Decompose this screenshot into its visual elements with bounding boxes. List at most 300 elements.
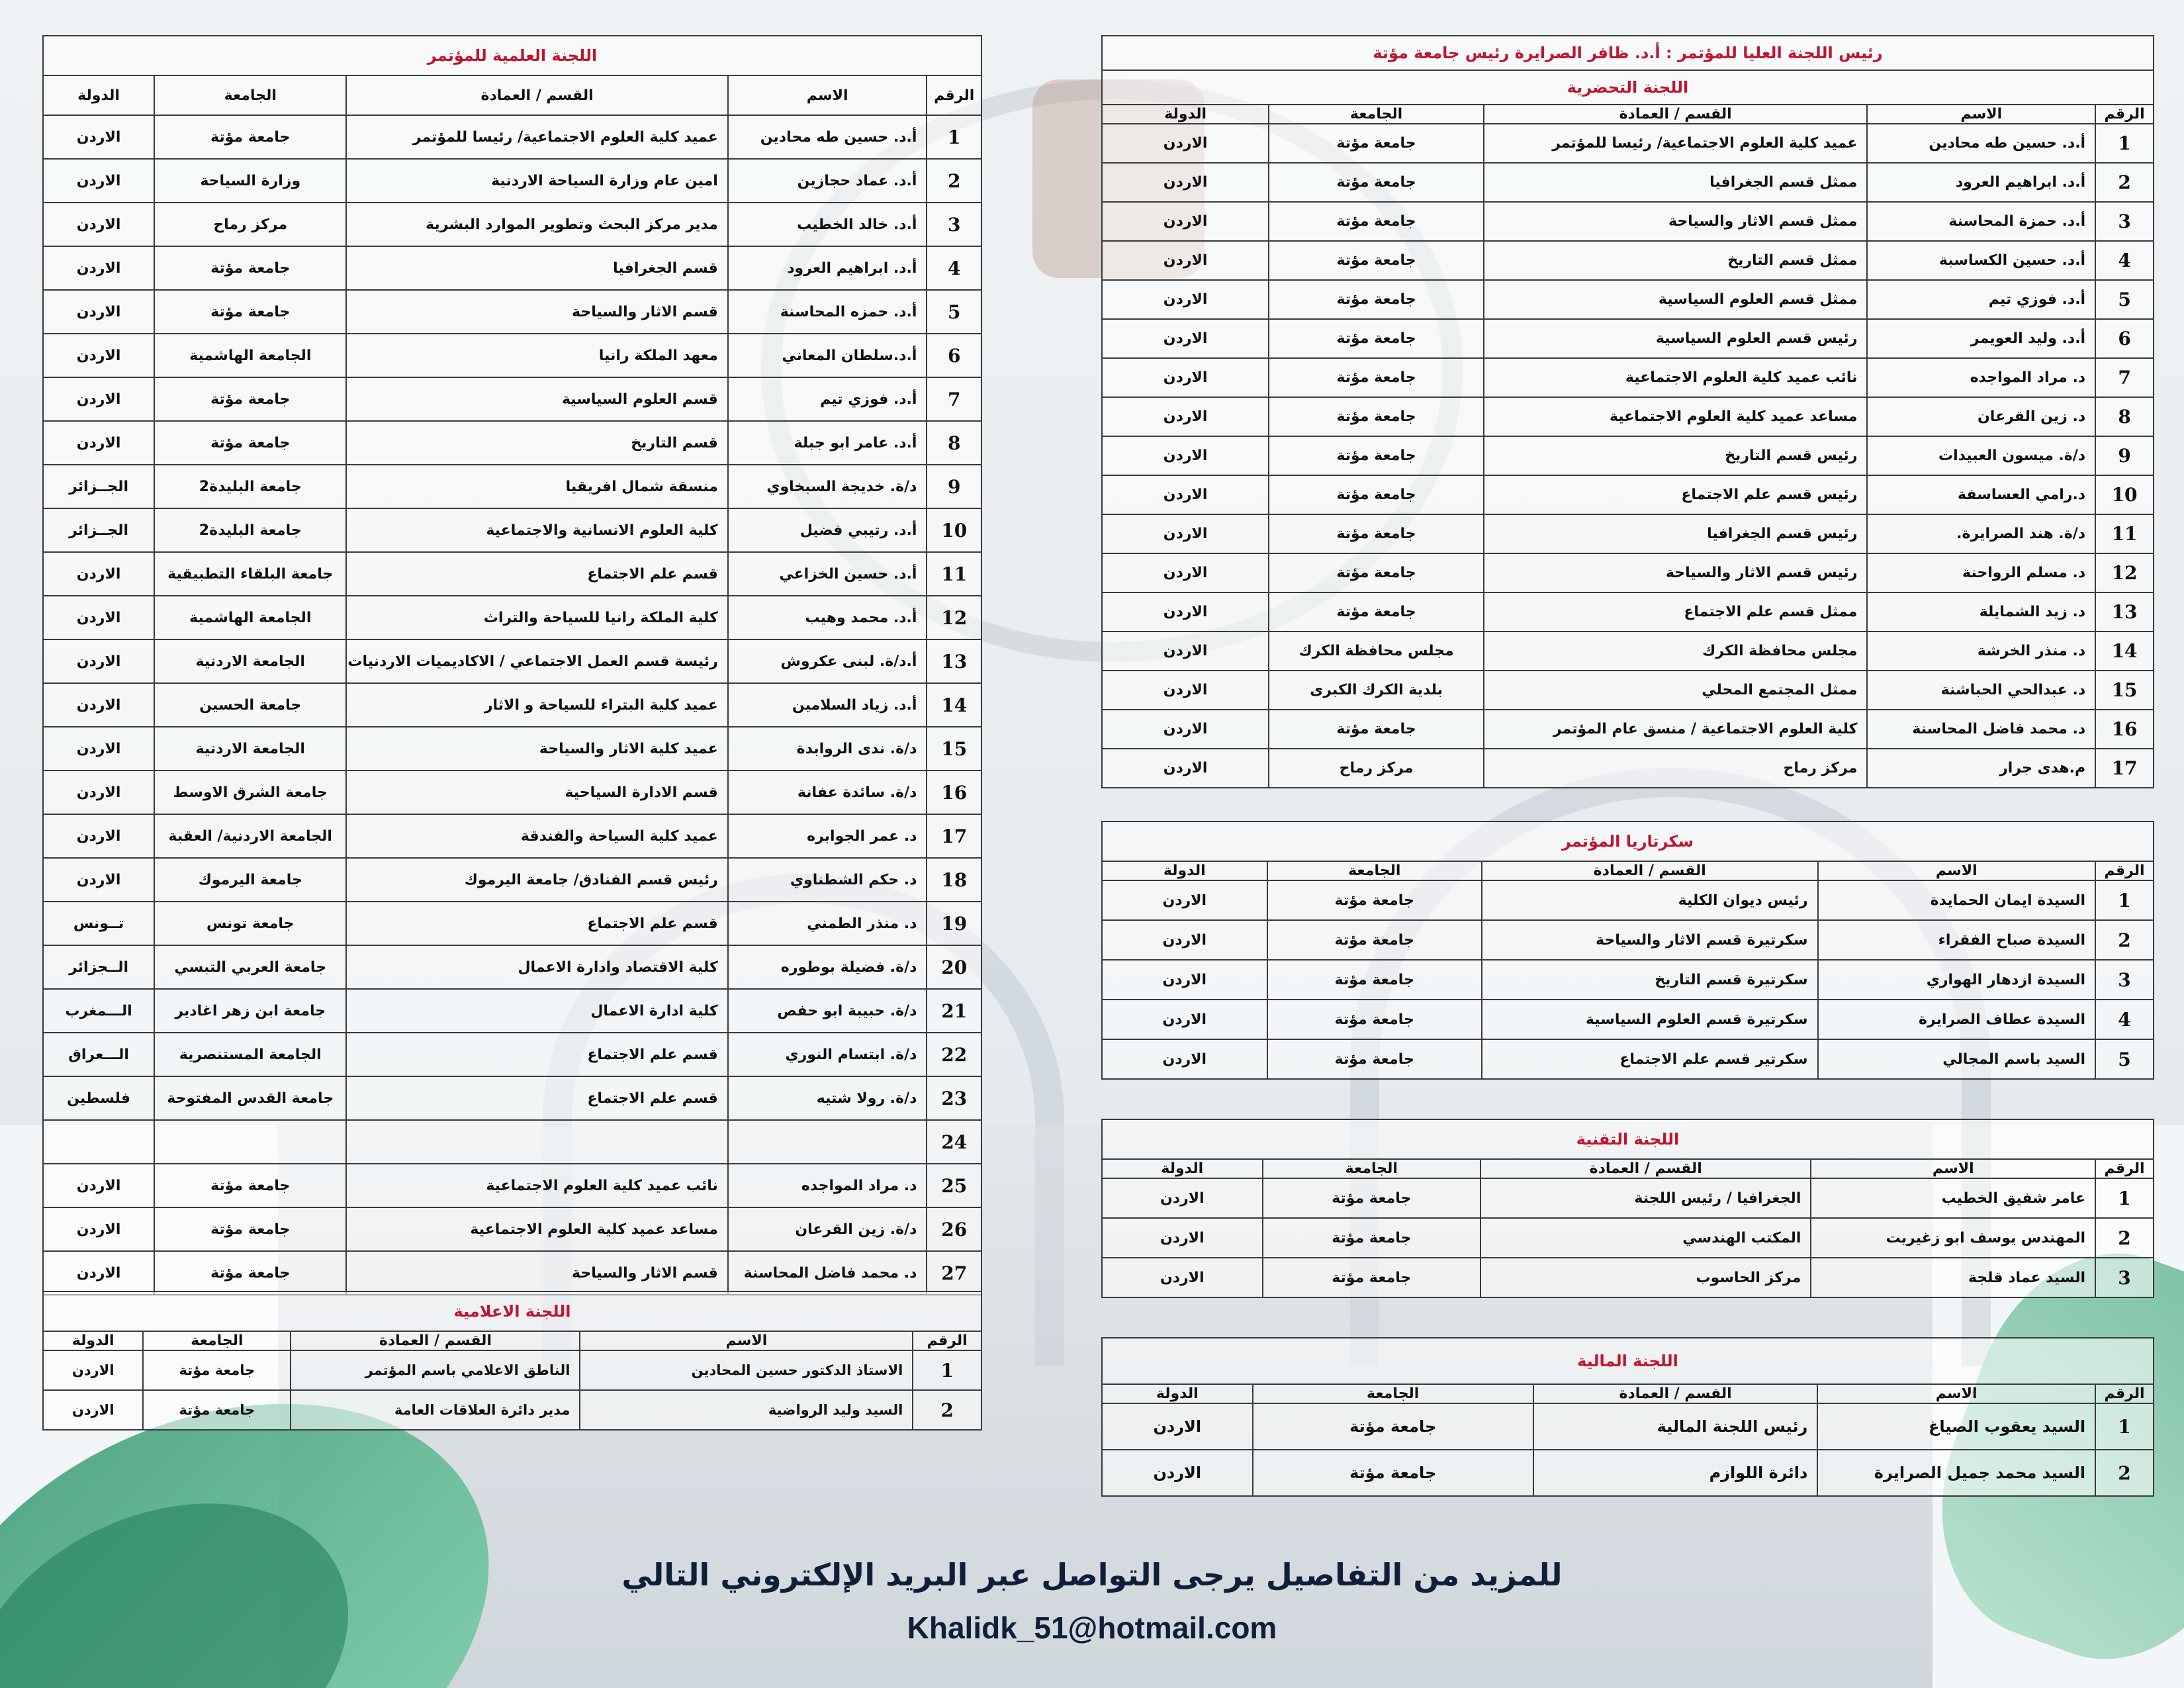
row-number: 1	[2095, 124, 2154, 163]
row-number: 26	[927, 1207, 981, 1251]
header-dept: القسم / العمادة	[1480, 1159, 1811, 1178]
member-university: جامعة تونس	[154, 902, 346, 945]
member-university: جامعة البلقاء التطبيقية	[154, 552, 346, 596]
member-department: عميد كلية الاثار والسياحة	[346, 727, 727, 771]
member-university: بلدية الكرك الكبرى	[1269, 671, 1484, 710]
member-country: الاردن	[1102, 1218, 1263, 1258]
table-row	[43, 246, 981, 290]
member-department: منسقة شمال افريقيا	[346, 465, 727, 508]
member-name: السيدة ايمان الحمايدة	[1818, 880, 2096, 920]
table-row	[1102, 553, 2154, 592]
member-name: السيد محمد جميل الصرايرة	[1817, 1450, 2095, 1496]
table-row	[1102, 1178, 2154, 1218]
preparatory-committee-table	[1101, 35, 2154, 788]
member-name: د/ة. ميسون العبيدات	[1867, 436, 2095, 475]
member-country: الاردن	[1102, 960, 1267, 1000]
table-row	[43, 334, 981, 377]
member-country: الاردن	[43, 290, 154, 334]
header-name: الاسم	[1811, 1159, 2095, 1178]
member-country: الجــزائر	[43, 465, 154, 508]
member-department: رئيس قسم الجغرافيا	[1484, 514, 1868, 553]
member-department: قسم علم الاجتماع	[346, 1033, 727, 1076]
member-department: رئيس قسم علم الاجتماع	[1484, 475, 1868, 514]
member-university: جامعة مؤتة	[1267, 880, 1482, 920]
member-country: الاردن	[43, 115, 154, 159]
member-country: الاردن	[1102, 920, 1267, 960]
member-university: جامعة مؤتة	[1269, 475, 1484, 514]
row-number: 21	[927, 989, 981, 1033]
member-name: السيد وليد الرواضية	[580, 1390, 913, 1430]
row-number: 11	[927, 552, 981, 596]
member-university: جامعة مؤتة	[1269, 358, 1484, 397]
member-name: د. زين القرعان	[1867, 397, 2095, 436]
member-university: جامعة مؤتة	[1269, 319, 1484, 358]
member-department: رئيس قسم العلوم السياسية	[1484, 319, 1868, 358]
member-name: د. حكم الشطناوي	[728, 858, 927, 902]
member-name: أ.د. حسين طه محادين	[1867, 124, 2095, 163]
member-country: الاردن	[1102, 475, 1269, 514]
member-name: السيد يعقوب الصياغ	[1817, 1403, 2095, 1450]
member-university: جامعة مؤتة	[1267, 1039, 1482, 1079]
member-department: مساعد عميد كلية العلوم الاجتماعية	[346, 1207, 727, 1251]
table-row	[43, 508, 981, 552]
member-name: أ.د. عماد حجازين	[728, 159, 927, 203]
row-number: 4	[927, 246, 981, 290]
member-country: الاردن	[43, 1390, 143, 1430]
row-number: 1	[927, 115, 981, 159]
member-university: جامعة مؤتة	[154, 115, 346, 159]
table-row	[43, 945, 981, 989]
member-name: أ.د. فوزي تيم	[728, 377, 927, 421]
member-university: جامعة مؤتة	[154, 421, 346, 465]
member-university: جامعة مؤتة	[143, 1350, 291, 1390]
table-row	[43, 814, 981, 858]
member-department: نائب عميد كلية العلوم الاجتماعية	[1484, 358, 1868, 397]
table-row	[1102, 436, 2154, 475]
member-department: عميد كلية العلوم الاجتماعية/ رئيسا للمؤتمر	[1484, 124, 1868, 163]
contact-instruction: للمزيد من التفاصيل يرجى التواصل عبر البريد الإلكتروني التالي	[621, 1557, 1563, 1593]
member-department: ممثل قسم الاثار والسياحة	[1484, 202, 1868, 241]
table-row	[43, 552, 981, 596]
member-country: الاردن	[43, 683, 154, 727]
member-country	[43, 1120, 154, 1164]
member-country: الاردن	[43, 639, 154, 683]
member-country: الاردن	[43, 334, 154, 377]
scientific-committee-title: اللجنة العلمية للمؤتمر	[43, 36, 981, 75]
header-dept: القسم / العمادة	[1482, 861, 1818, 880]
finance-committee-title: اللجنة المالية	[1102, 1338, 2154, 1384]
member-department: الناطق الاعلامي باسم المؤتمر	[291, 1350, 580, 1390]
header-university: الجامعة	[154, 75, 346, 115]
scientific-committee-table	[42, 35, 982, 1295]
member-department: مركز رماح	[1484, 749, 1868, 788]
member-university: الجامعة الاردنية	[154, 727, 346, 771]
member-university: جامعة مؤتة	[1263, 1218, 1480, 1258]
member-country: الاردن	[1102, 632, 1269, 671]
member-department: ممثل قسم التاريخ	[1484, 241, 1868, 280]
row-number: 2	[2095, 1450, 2154, 1496]
member-country: الاردن	[1102, 514, 1269, 553]
table-row	[43, 639, 981, 683]
header-name: الاسم	[1818, 861, 2096, 880]
row-number: 16	[927, 771, 981, 814]
member-name: د. محمد فاضل المحاسنة	[1867, 710, 2095, 749]
table-row	[43, 1164, 981, 1207]
member-department: قسم الاثار والسياحة	[346, 1251, 727, 1295]
secretariat-table	[1101, 821, 2154, 1080]
header-name: الاسم	[1817, 1384, 2095, 1403]
member-country: الاردن	[1102, 319, 1269, 358]
row-number: 3	[2095, 960, 2154, 1000]
row-number: 27	[927, 1251, 981, 1295]
header-country: الدولة	[43, 1331, 143, 1350]
row-number: 2	[2095, 163, 2154, 202]
member-name: د. محمد فاضل المحاسنة	[728, 1251, 927, 1295]
row-number: 13	[2095, 592, 2154, 632]
header-country: الدولة	[1102, 1384, 1253, 1403]
table-row	[1102, 880, 2154, 920]
header-university: الجامعة	[1269, 105, 1484, 124]
member-country: الاردن	[43, 1164, 154, 1207]
row-number: 5	[2095, 280, 2154, 319]
table-row	[43, 1120, 981, 1164]
header-name: الاسم	[1867, 105, 2095, 124]
row-number: 10	[927, 508, 981, 552]
row-number: 25	[927, 1164, 981, 1207]
member-department: دائرة اللوازم	[1533, 1450, 1817, 1496]
member-department: رئيس قسم التاريخ	[1484, 436, 1868, 475]
member-country: الاردن	[1102, 163, 1269, 202]
row-number: 2	[2095, 920, 2154, 960]
member-country: الاردن	[43, 421, 154, 465]
member-university: جامعة مؤتة	[1267, 960, 1482, 1000]
technical-committee-table	[1101, 1119, 2154, 1298]
member-country: الاردن	[1102, 241, 1269, 280]
member-university: جامعة الحسين	[154, 683, 346, 727]
table-row	[1102, 1450, 2154, 1496]
table-row	[43, 1076, 981, 1120]
member-department: قسم الادارة السياحية	[346, 771, 727, 814]
member-name: د/ة. حبيبة ابو حفص	[728, 989, 927, 1033]
member-university: جامعة مؤتة	[1269, 241, 1484, 280]
header-university: الجامعة	[1263, 1159, 1480, 1178]
row-number: 4	[2095, 241, 2154, 280]
member-name: د.رامي العساسفة	[1867, 475, 2095, 514]
member-university: جامعة الشرق الاوسط	[154, 771, 346, 814]
header-name: الاسم	[728, 75, 927, 115]
table-row	[43, 771, 981, 814]
member-university: جامعة العربي التبسي	[154, 945, 346, 989]
member-country: الاردن	[1102, 1258, 1263, 1297]
member-country: الاردن	[1102, 1403, 1253, 1450]
row-number: 22	[927, 1033, 981, 1076]
secretariat-title: سكرتاريا المؤتمر	[1102, 821, 2154, 861]
member-department: امين عام وزارة السياحة الاردنية	[346, 159, 727, 203]
member-department: قسم الاثار والسياحة	[346, 290, 727, 334]
media-committee-table	[42, 1291, 982, 1430]
member-department: ممثل المجتمع المحلي	[1484, 671, 1868, 710]
row-number: 2	[913, 1390, 981, 1430]
member-university: جامعة مؤتة	[1269, 163, 1484, 202]
table-row	[1102, 710, 2154, 749]
header-num: الرقم	[2095, 861, 2154, 880]
member-country: الاردن	[1102, 280, 1269, 319]
header-country: الدولة	[1102, 1159, 1263, 1178]
member-university: الجامعة المستنصرية	[154, 1033, 346, 1076]
member-country: الاردن	[43, 858, 154, 902]
member-country: الـــعراق	[43, 1033, 154, 1076]
conference-chair-title: رئيس اللجنة العليا للمؤتمر : أ.د. ظافر الصرايرة رئيس جامعة مؤتة	[1102, 36, 2154, 70]
table-row	[1102, 241, 2154, 280]
contact-email-link[interactable]: Khalidk_51@hotmail.com	[907, 1611, 1277, 1645]
member-name: أ.د. ابراهيم العرود	[728, 246, 927, 290]
table-row	[1102, 671, 2154, 710]
member-university	[154, 1120, 346, 1164]
member-country: الاردن	[43, 1251, 154, 1295]
row-number: 17	[927, 814, 981, 858]
member-country: الاردن	[43, 1207, 154, 1251]
table-row	[1102, 592, 2154, 632]
member-department: سكرتيرة قسم التاريخ	[1482, 960, 1818, 1000]
member-name: أ.د. حسين طه محادين	[728, 115, 927, 159]
row-number: 5	[927, 290, 981, 334]
table-row	[1102, 920, 2154, 960]
member-name: د/ة. رولا شتيه	[728, 1076, 927, 1120]
member-university: جامعة مؤتة	[154, 1251, 346, 1295]
member-country: الاردن	[1102, 397, 1269, 436]
table-row	[43, 377, 981, 421]
member-name: أ.د. وليد العويمر	[1867, 319, 2095, 358]
member-university: مجلس محافظة الكرك	[1269, 632, 1484, 671]
row-number: 14	[927, 683, 981, 727]
member-name: السيد باسم المجالي	[1818, 1039, 2096, 1079]
media-committee-title: اللجنة الاعلامية	[43, 1291, 981, 1331]
table-row	[1102, 1258, 2154, 1297]
member-country: الاردن	[1102, 202, 1269, 241]
row-number: 2	[927, 159, 981, 203]
member-country: الاردن	[1102, 1039, 1267, 1079]
header-num: الرقم	[913, 1331, 981, 1350]
preparatory-committee-title: اللجنة التحضرية	[1102, 70, 2154, 105]
member-department: سكرتيرة قسم العلوم السياسية	[1482, 1000, 1818, 1039]
member-country: الاردن	[43, 552, 154, 596]
member-department: مجلس محافظة الكرك	[1484, 632, 1868, 671]
header-country: الدولة	[1102, 861, 1267, 880]
member-country: الاردن	[1102, 553, 1269, 592]
member-country: الاردن	[1102, 880, 1267, 920]
member-university: الجامعة الهاشمية	[154, 334, 346, 377]
header-dept: القسم / العمادة	[346, 75, 727, 115]
table-row	[43, 596, 981, 639]
table-row	[1102, 319, 2154, 358]
header-university: الجامعة	[1253, 1384, 1533, 1403]
member-university: جامعة مؤتة	[143, 1390, 291, 1430]
table-row	[1102, 1403, 2154, 1450]
member-country: الاردن	[1102, 671, 1269, 710]
member-name: د. عبدالحي الحباشنة	[1867, 671, 2095, 710]
member-country: الاردن	[43, 159, 154, 203]
table-row	[43, 727, 981, 771]
member-department: كلية الملكة رانيا للسياحة والتراث	[346, 596, 727, 639]
table-row	[43, 1207, 981, 1251]
member-country: الاردن	[1102, 710, 1269, 749]
member-name: أ.د. محمد وهيب	[728, 596, 927, 639]
row-number: 2	[2095, 1218, 2154, 1258]
table-row	[43, 683, 981, 727]
row-number: 19	[927, 902, 981, 945]
member-country: الاردن	[43, 377, 154, 421]
member-department: رئيس قسم الاثار والسياحة	[1484, 553, 1868, 592]
member-department: مركز الحاسوب	[1480, 1258, 1811, 1297]
table-row	[43, 858, 981, 902]
technical-committee-title: اللجنة التقنية	[1102, 1119, 2154, 1159]
member-department: قسم التاريخ	[346, 421, 727, 465]
member-name: أ.د. رتيبي فضيل	[728, 508, 927, 552]
header-country: الدولة	[43, 75, 154, 115]
row-number: 10	[2095, 475, 2154, 514]
header-dept: القسم / العمادة	[1484, 105, 1868, 124]
header-university: الجامعة	[1267, 861, 1482, 880]
table-row	[1102, 163, 2154, 202]
table-row	[43, 203, 981, 246]
member-university: جامعة مؤتة	[154, 1207, 346, 1251]
member-name: د. منذر الخرشة	[1867, 632, 2095, 671]
member-name: أ.د/ة. لبنى عكروش	[728, 639, 927, 683]
row-number: 12	[927, 596, 981, 639]
table-row	[1102, 960, 2154, 1000]
member-university: جامعة مؤتة	[1269, 202, 1484, 241]
member-department: قسم الجغرافيا	[346, 246, 727, 290]
member-department	[346, 1120, 727, 1164]
member-country: الاردن	[1102, 358, 1269, 397]
member-country: الاردن	[43, 814, 154, 858]
member-name: السيدة عطاف الصرايرة	[1818, 1000, 2096, 1039]
member-name: عامر شفيق الخطيب	[1811, 1178, 2095, 1218]
row-number: 5	[2095, 1039, 2154, 1079]
member-university: جامعة مؤتة	[1269, 436, 1484, 475]
member-department: عميد كلية البتراء للسياحة و الاثار	[346, 683, 727, 727]
header-country: الدولة	[1102, 105, 1269, 124]
member-name	[728, 1120, 927, 1164]
table-row	[1102, 397, 2154, 436]
header-num: الرقم	[2095, 105, 2154, 124]
row-number: 6	[927, 334, 981, 377]
member-department: كلية العلوم الاجتماعية / منسق عام المؤتمر	[1484, 710, 1868, 749]
table-row	[43, 1033, 981, 1076]
member-name: أ.د. خالد الخطيب	[728, 203, 927, 246]
member-country: الاردن	[1102, 1000, 1267, 1039]
member-name: د/ة. فضيلة بوطوره	[728, 945, 927, 989]
member-name: م.هدى جرار	[1867, 749, 2095, 788]
header-dept: القسم / العمادة	[291, 1331, 580, 1350]
member-country: الاردن	[1102, 749, 1269, 788]
row-number: 24	[927, 1120, 981, 1164]
member-department: مدير دائرة العلاقات العامة	[291, 1390, 580, 1430]
member-university: جامعة مؤتة	[1269, 397, 1484, 436]
member-name: د. عمر الجوابره	[728, 814, 927, 858]
member-name: د/ة. سائدة عفانة	[728, 771, 927, 814]
table-row	[1102, 1039, 2154, 1079]
row-number: 3	[2095, 202, 2154, 241]
member-university: جامعة ابن زهر اغادير	[154, 989, 346, 1033]
member-name: د/ة. ابتسام النوري	[728, 1033, 927, 1076]
table-row	[43, 159, 981, 203]
table-row	[43, 290, 981, 334]
table-row	[1102, 475, 2154, 514]
member-name: د/ة. زين القرعان	[728, 1207, 927, 1251]
row-number: 1	[2095, 1403, 2154, 1450]
row-number: 15	[927, 727, 981, 771]
table-row	[43, 1350, 981, 1390]
row-number: 3	[927, 203, 981, 246]
member-department: قسم علم الاجتماع	[346, 1076, 727, 1120]
row-number: 11	[2095, 514, 2154, 553]
member-university: جامعة مؤتة	[1269, 592, 1484, 632]
member-country: الجــزائر	[43, 508, 154, 552]
table-row	[43, 115, 981, 159]
member-university: وزارة السياحة	[154, 159, 346, 203]
table-row	[43, 1390, 981, 1430]
member-name: د. منذر الطمني	[728, 902, 927, 945]
member-university: جامعة مؤتة	[1269, 710, 1484, 749]
table-row	[43, 902, 981, 945]
member-university: جامعة القدس المفتوحة	[154, 1076, 346, 1120]
member-department: ممثل قسم العلوم السياسية	[1484, 280, 1868, 319]
row-number: 4	[2095, 1000, 2154, 1039]
member-country: الاردن	[1102, 1450, 1253, 1496]
row-number: 9	[2095, 436, 2154, 475]
row-number: 3	[2095, 1258, 2154, 1297]
member-country: الاردن	[43, 771, 154, 814]
member-department: رئيس اللجنة المالية	[1533, 1403, 1817, 1450]
member-department: عميد كلية العلوم الاجتماعية/ رئيسا للمؤتمر	[346, 115, 727, 159]
member-name: السيد عماد قلجة	[1811, 1258, 2095, 1297]
member-university: جامعة مؤتة	[1269, 280, 1484, 319]
member-university: جامعة البليدة2	[154, 465, 346, 508]
member-country: الاردن	[1102, 436, 1269, 475]
member-country: الاردن	[1102, 124, 1269, 163]
row-number: 6	[2095, 319, 2154, 358]
member-university: جامعة مؤتة	[1253, 1450, 1533, 1496]
member-country: الاردن	[43, 727, 154, 771]
row-number: 16	[2095, 710, 2154, 749]
row-number: 7	[927, 377, 981, 421]
member-country: الاردن	[1102, 592, 1269, 632]
member-name: أ.د. عامر ابو جبلة	[728, 421, 927, 465]
member-name: د. مراد المواجده	[1867, 358, 2095, 397]
table-row	[1102, 280, 2154, 319]
member-department: قسم علم الاجتماع	[346, 902, 727, 945]
member-university: مركز رماح	[154, 203, 346, 246]
member-department: كلية العلوم الانسانية والاجتماعية	[346, 508, 727, 552]
row-number: 14	[2095, 632, 2154, 671]
member-university: جامعة مؤتة	[1269, 553, 1484, 592]
member-name: أ.د. فوزي تيم	[1867, 280, 2095, 319]
member-department: سكرتيرة قسم الاثار والسياحة	[1482, 920, 1818, 960]
member-country: تــونس	[43, 902, 154, 945]
member-department: رئيسة قسم العمل الاجتماعي / الاكاديميات الاردنيات	[346, 639, 727, 683]
member-name: السيدة صباح الفقراء	[1818, 920, 2096, 960]
header-university: الجامعة	[143, 1331, 291, 1350]
member-university: جامعة اليرموك	[154, 858, 346, 902]
member-university: جامعة البليدة2	[154, 508, 346, 552]
member-name: أ.د. حسين الخزاعي	[728, 552, 927, 596]
member-department: قسم العلوم السياسية	[346, 377, 727, 421]
member-name: أ.د. حمزة المحاسنة	[1867, 202, 2095, 241]
member-university: جامعة مؤتة	[1267, 1000, 1482, 1039]
table-row	[1102, 358, 2154, 397]
member-name: د/ة. ندى الروابدة	[728, 727, 927, 771]
